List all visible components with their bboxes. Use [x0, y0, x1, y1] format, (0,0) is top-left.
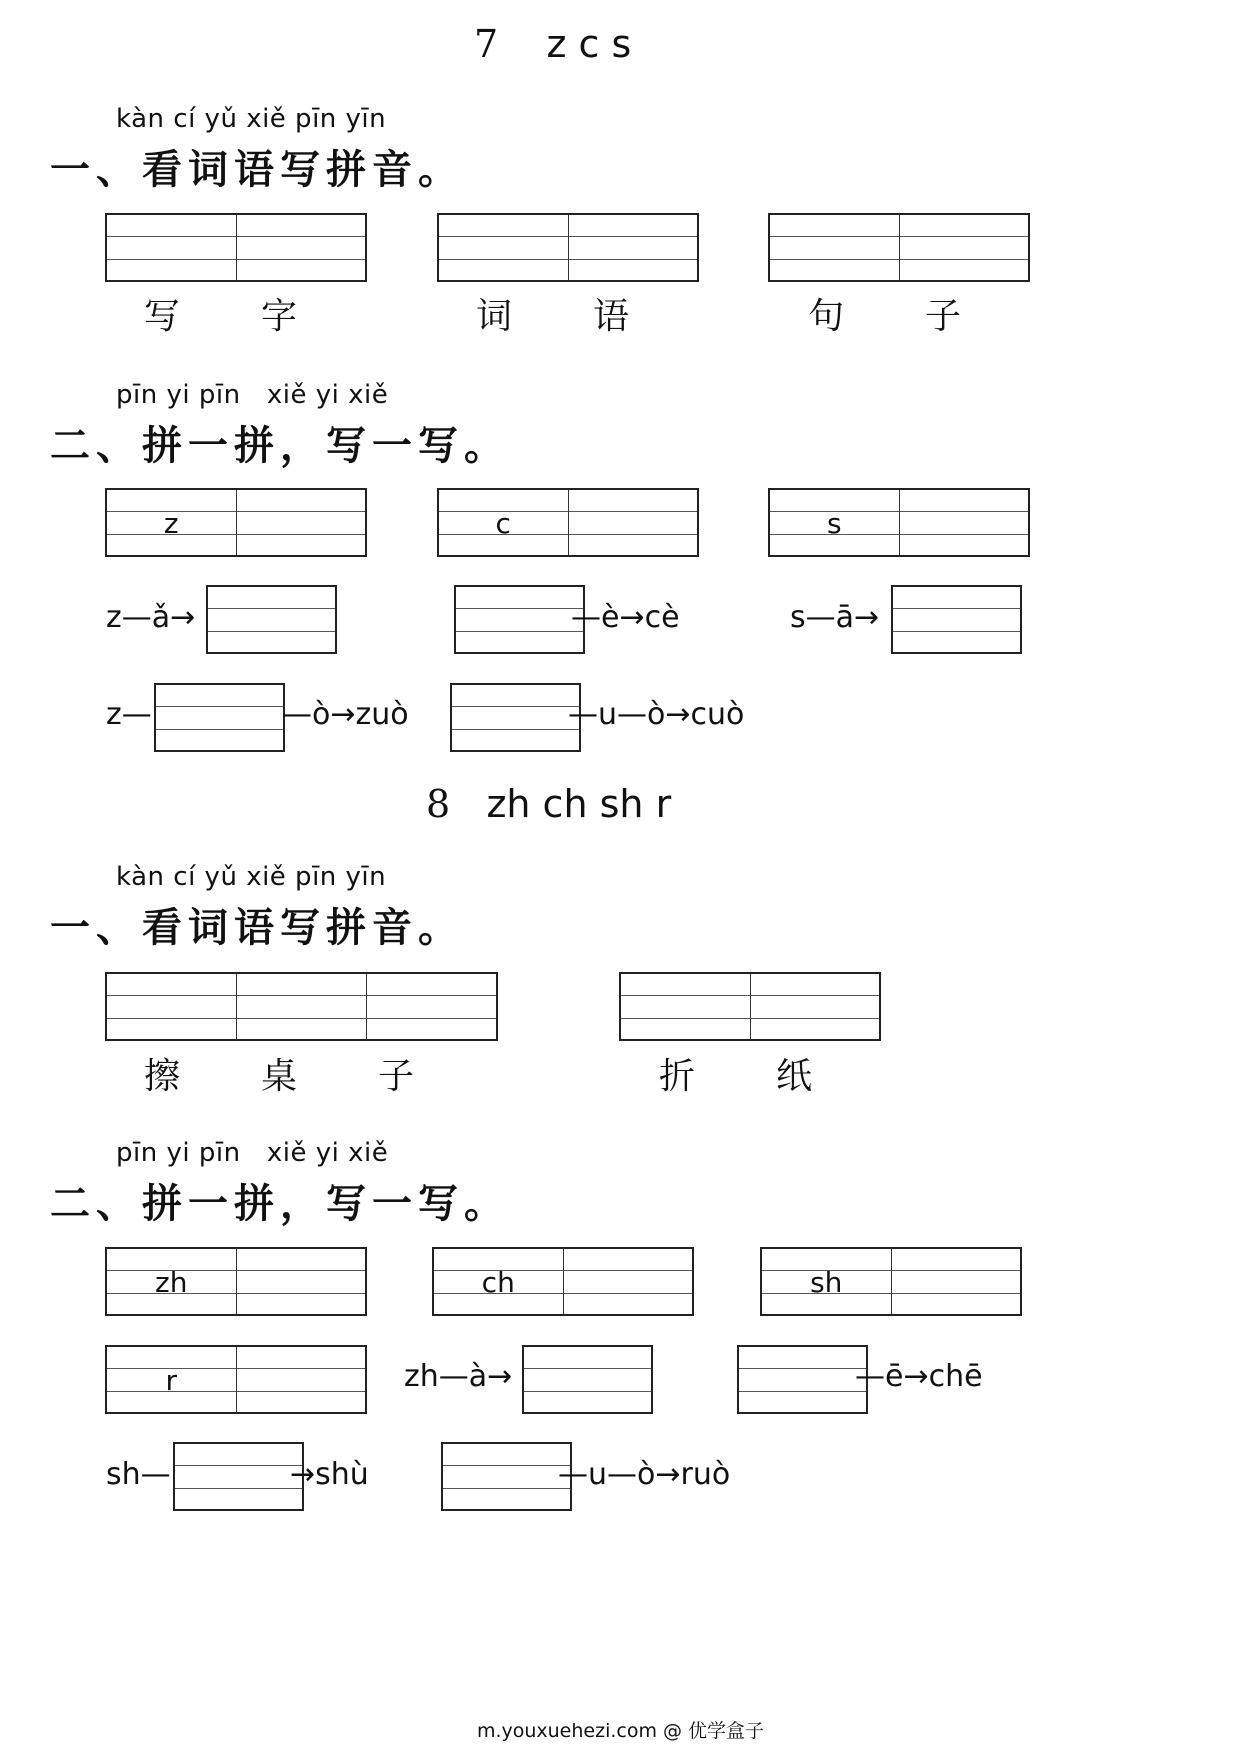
spelling-formula: —u—ò→cuò [568, 697, 745, 732]
lesson-letters: zh ch sh r [486, 782, 672, 826]
section-heading: 一、看词语写拼音。 [50, 147, 464, 193]
word-character: 桌 [260, 1056, 297, 1097]
pinyin-writing-grid[interactable] [105, 488, 367, 557]
initial-letter: sh [810, 1266, 843, 1299]
initial-letter: r [165, 1364, 177, 1397]
answer-box[interactable] [206, 585, 337, 654]
word-character: 字 [260, 296, 297, 337]
word-character: 擦 [143, 1056, 180, 1097]
pinyin-writing-grid[interactable] [437, 213, 699, 282]
answer-box[interactable] [737, 1345, 868, 1414]
pinyin-writing-grid[interactable] [619, 972, 881, 1041]
initial-letter: zh [155, 1266, 188, 1299]
word-character: 子 [924, 296, 961, 337]
word-character: 纸 [775, 1056, 812, 1097]
section-pinyin: kàn cí yǔ xiě pīn yīn [116, 862, 387, 892]
initial-letter: ch [481, 1266, 515, 1299]
pinyin-writing-grid[interactable] [432, 1247, 694, 1316]
pinyin-writing-grid[interactable] [760, 1247, 1022, 1316]
spelling-formula: zh—à→ [404, 1359, 513, 1394]
section-pinyin: pīn yi pīn xiě yi xiě [116, 1138, 389, 1168]
word-character: 语 [592, 296, 629, 337]
initial-letter: z [163, 507, 179, 540]
spelling-formula: —è→cè [571, 600, 680, 635]
spelling-formula: z— [106, 697, 152, 732]
word-character: 句 [807, 296, 844, 337]
answer-box[interactable] [891, 585, 1022, 654]
section-heading: 二、拼一拼，写一写。 [50, 1181, 510, 1227]
answer-box[interactable] [154, 683, 285, 752]
spelling-formula: z—ǎ→ [106, 600, 196, 635]
spelling-formula: —ē→chē [855, 1359, 983, 1394]
spelling-formula: →shù [290, 1457, 369, 1492]
lesson-letters: z c s [546, 22, 632, 66]
lesson-8-title [426, 782, 671, 826]
pinyin-writing-grid[interactable] [105, 1247, 367, 1316]
answer-box[interactable] [522, 1345, 653, 1414]
section-pinyin: kàn cí yǔ xiě pīn yīn [116, 104, 387, 134]
section-pinyin: pīn yi pīn xiě yi xiě [116, 380, 389, 410]
pinyin-writing-grid[interactable] [768, 488, 1030, 557]
pinyin-writing-grid[interactable] [105, 1345, 367, 1414]
spelling-formula: —u—ò→ruò [558, 1457, 731, 1492]
word-character: 写 [143, 296, 180, 337]
answer-box[interactable] [173, 1442, 304, 1511]
answer-box[interactable] [454, 585, 585, 654]
lesson-number: 7 [474, 22, 499, 66]
lesson-7-title [474, 22, 631, 66]
pinyin-writing-grid[interactable] [768, 213, 1030, 282]
initial-letter: c [495, 507, 511, 540]
spelling-formula: sh— [106, 1457, 171, 1492]
answer-box[interactable] [441, 1442, 572, 1511]
word-character: 词 [475, 296, 512, 337]
footer-source: m.youxuehezi.com @ 优学盒子 [476, 1720, 765, 1742]
section-heading: 一、看词语写拼音。 [50, 905, 464, 951]
section-heading: 二、拼一拼，写一写。 [50, 423, 510, 469]
word-character: 折 [658, 1056, 695, 1097]
initial-letter: s [826, 507, 842, 540]
spelling-formula: s—ā→ [790, 600, 880, 635]
spelling-formula: —ò→zuò [282, 697, 409, 732]
pinyin-writing-grid[interactable] [105, 213, 367, 282]
lesson-number: 8 [426, 782, 451, 826]
word-character: 子 [377, 1056, 414, 1097]
pinyin-writing-grid[interactable] [437, 488, 699, 557]
pinyin-writing-grid[interactable] [105, 972, 498, 1041]
answer-box[interactable] [450, 683, 581, 752]
